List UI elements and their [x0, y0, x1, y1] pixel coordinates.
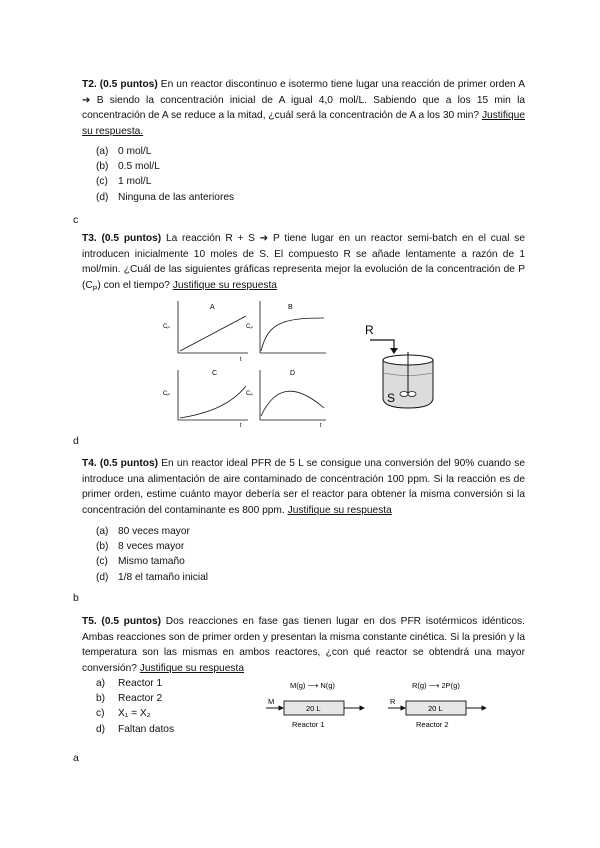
question-label: T3. (0.5 puntos) — [82, 233, 162, 244]
semibatch-reactor — [350, 318, 450, 418]
graph-label-d: D — [290, 370, 296, 377]
reactor-2 — [388, 681, 486, 729]
graph-label-c: C — [212, 370, 218, 377]
question-t5 — [82, 614, 525, 676]
option-b[interactable]: b) Reactor 2 — [96, 693, 163, 705]
svg-text:t: t — [240, 357, 242, 363]
options-t2 — [96, 144, 234, 205]
question-text: En un reactor ideal PFR de 5 L se consigue una conversión del 90% cuando se introduce una alimentación de aire contaminado de concentración 100 ppm. Si la reacción es de primer orden, estime cuánto mayor debería ser el reactor para obtener la misma conversión si la concentración del contaminante es 800 ppm. — [82, 458, 525, 516]
option-a[interactable]: (a) 80 veces mayor — [96, 526, 190, 537]
reactor-1 — [266, 681, 364, 729]
question-text: Dos reacciones en fase gas tienen lugar en dos PFR isotérmicos idénticos. Ambas reacciones son de primer orden y presentan la misma constante cinética. Si la presión y la temperatura son las mismas en ambos reactores, ¿con qué reactor se obtendrá una mayor conversión? — [82, 616, 525, 674]
option-c[interactable]: c) X₁ = X₂ — [96, 708, 151, 720]
answer-t3: d — [73, 435, 79, 447]
reactor-2-reaction: R(g) ⟶ 2P(g) — [412, 681, 460, 690]
reactor-2-feed: R — [390, 697, 396, 706]
option-d[interactable]: d) Faltan datos — [96, 723, 175, 735]
graph-label-b: B — [288, 304, 293, 311]
options-t4 — [96, 524, 208, 585]
pfr-reactors-figure — [258, 676, 498, 734]
graphs-figure — [160, 298, 340, 428]
option-a[interactable]: a) Reactor 1 — [96, 678, 163, 689]
justify-link: Justifique su respuesta — [139, 662, 244, 674]
question-t4 — [82, 456, 525, 518]
answer-t5: a — [73, 752, 79, 764]
justify-link: Justifique su respuesta — [287, 504, 392, 516]
reactor-feed-label: R — [365, 323, 374, 337]
svg-text:CP: CP — [246, 391, 254, 397]
justify-link: Justifique su respuesta — [172, 279, 277, 291]
question-label: T4. (0.5 puntos) — [82, 458, 159, 469]
svg-text:t: t — [240, 423, 242, 428]
options-t5 — [96, 676, 174, 737]
answer-t2: c — [73, 214, 79, 226]
svg-text:CP: CP — [246, 324, 254, 330]
option-c[interactable]: (c) Mismo tamaño — [96, 556, 185, 568]
reactor-2-volume: 20 L — [428, 704, 443, 713]
svg-text:CP: CP — [163, 324, 171, 330]
graph-a — [163, 301, 248, 363]
question-t3: T3. (0.5 puntos) La reacción R + S ➔ P tiene lugar en un reactor semi-batch en el cual se introducen inicialmente 10 moles de S. El compuesto R se añade lentamente a razón de 1 mol/min. ¿Cuál de las siguientes gráficas representa mejor la evolución de la concentración de P $(C_P)$ con el tiempo? Justifique su respuesta — [82, 233, 526, 293]
question-label: T2. (0.5 puntos) — [82, 79, 158, 90]
graph-label-a: A — [210, 304, 215, 311]
question-label: T5. (0.5 puntos) — [82, 616, 162, 627]
option-a[interactable]: (a) 0 mol/L — [96, 146, 152, 157]
question-text: En un reactor discontinuo e isotermo tiene lugar una reacción de primer orden A ➔ B siendo la concentración inicial de A igual 4,0 mol/L. Sabiendo que a los 15 min la concentración de A se reduce a la mitad, ¿cuál será la concentración de A a los 30 min? — [82, 79, 525, 121]
reactor-1-volume: 20 L — [306, 704, 321, 713]
reactor-2-name: Reactor 2 — [416, 720, 449, 729]
reactor-1-name: Reactor 1 — [292, 720, 325, 729]
answer-t4: b — [73, 592, 79, 604]
option-c[interactable]: (c) 1 mol/L — [96, 176, 152, 188]
question-text: La reacción R + S ➔ P tiene lugar en un reactor semi-batch en el cual se introducen inicialmente 10 moles de S. El compuesto R se añade lentamente a razón de 1 mol/min. ¿Cuál de las siguientes gráficas representa mejor la evolución de la concentración de P (C — [82, 233, 526, 291]
svg-text:t: t — [320, 423, 322, 428]
option-b[interactable]: (b) 0.5 mol/L — [96, 161, 160, 173]
graph-c — [163, 370, 248, 428]
graph-d — [246, 370, 326, 428]
svg-text:CP: CP — [163, 391, 171, 397]
reactor-1-reaction: M(g) ⟶ N(g) — [290, 681, 335, 690]
reactor-1-feed: M — [268, 697, 275, 706]
option-d[interactable]: (d) Ninguna de las anteriores — [96, 191, 235, 203]
justify-link: Justifique su respuesta. — [82, 110, 525, 137]
question-t2 — [82, 77, 525, 139]
option-d[interactable]: (d) 1/8 el tamaño inicial — [96, 571, 209, 583]
option-b[interactable]: (b) 8 veces mayor — [96, 541, 185, 553]
reactor-s-label: S — [387, 391, 396, 405]
graph-b — [246, 301, 326, 353]
